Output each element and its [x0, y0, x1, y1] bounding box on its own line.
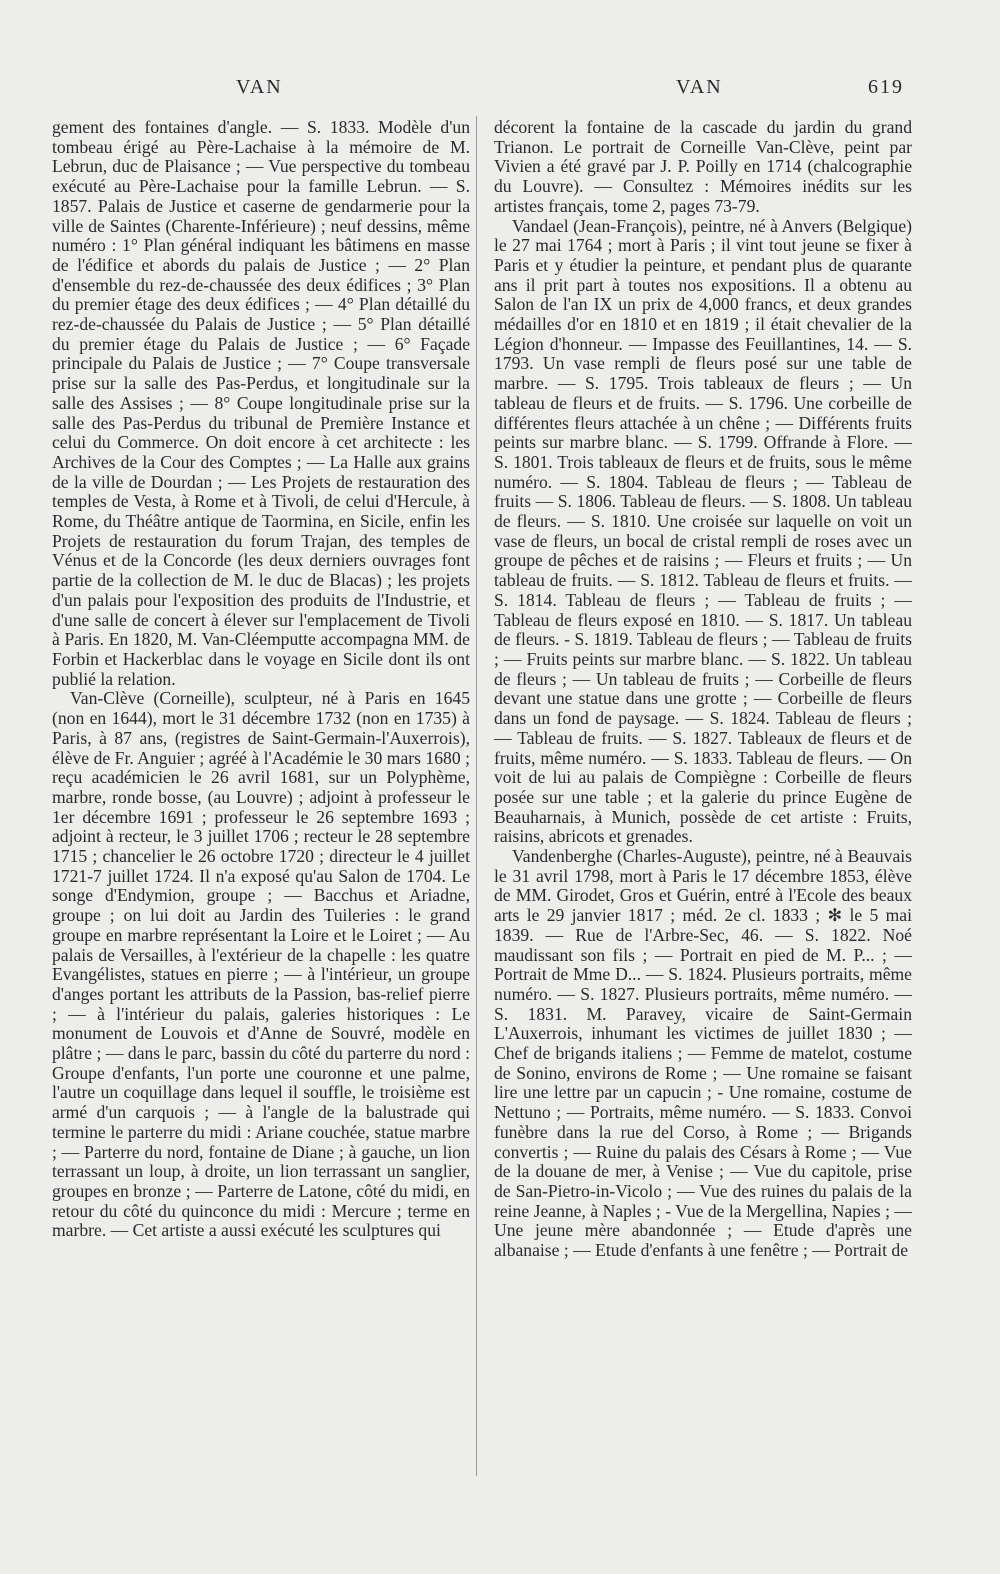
left-column: [52, 118, 470, 1241]
entry-van-cleemputte-continued: gement des fontaines d'angle. — S. 1833. Modèle d'un tombeau érigé au Père-Lachaise à la mémoire de M. Lebrun, duc de Plaisance ; — Vue perspective du tombeau exécuté au Père-Lachaise pour la famille Lebrun. — S. 1857. Palais de Justice et caserne de gendarmerie pour la ville de Saintes (Charente-Inférieure) ; neuf dessins, même numéro : 1° Plan général indiquant les bâtimens en masse de l'édifice et abords du palais de Justice ; — 2° Plan d'ensemble du rez-de-chaussée des deux édifices ; 3° Plan du premier étage des deux édifices ; — 4° Plan détaillé du rez-de-chaussée du Palais de Justice ; — 5° Plan détaillé du premier étage du Palais de Justice ; — 6° Façade principale du Palais de Justice ; — 7° Coupe transversale prise sur la salle des Pas-Perdus, et longitudinale sur la salle des Assises ; — 8° Coupe longitudinale prise sur la salle des Pas-Perdus du tribunal de Première Instance et celui du Commerce. On doit encore à cet architecte : les Archives de la Cour des Comptes ; — La Halle aux grains de la ville de Dourdan ; — Les Projets de restauration des temples de Vesta, à Rome et à Tivoli, de celui d'Hercule, à Rome, du Théâtre antique de Taormina, en Sicile, enfin les Projets de restauration du forum Trajan, des temples de Vénus et de la Concorde (les deux derniers ouvrages font partie de la collection de M. le duc de Blacas) ; les projets d'un palais pour l'exposition des produits de l'Industrie, et d'une salle de concert à élever sur l'emplacement de Tivoli à Paris. En 1820, M. Van-Cléemputte accompagna MM. de Forbin et Hackerblac dans le voyage en Sicile dont ils ont publié la relation.: [52, 117, 470, 689]
entry-van-cleve-continued: décorent la fontaine de la cascade du jardin du grand Trianon. Le portrait de Corneille Van-Clève, peint par Vivien a été gravé par J. P. Poilly en 1714 (chalcographie du Louvre). — Consultez : Mémoires inédits sur les artistes français, tome 2, pages 73-79.: [494, 117, 912, 216]
running-head-left: VAN: [236, 76, 283, 98]
entry-vandenberghe: Vandenberghe (Charles-Auguste), peintre, né à Beauvais le 31 avril 1798, mort à Paris le 17 décembre 1853, élève de MM. Girodet, Gros et Guérin, entré à l'Ecole des beaux arts le 29 janvier 1817 ; méd. 2e cl. 1833 ; ✻ le 5 mai 1839. — Rue de l'Arbre-Sec, 46. — S. 1822. Noé maudissant son fils ; — Portrait en pied de M. P... ; — Portrait de Mme D... — S. 1824. Plusieurs portraits, même numéro. — S. 1827. Plusieurs portraits, même numéro. — S. 1831. M. Paravey, vicaire de Saint-Germain L'Auxerrois, inhumant les victimes de juillet 1830 ; — Chef de brigands italiens ; — Femme de matelot, costume de Sonino, environs de Rome ; — Une romaine se faisant lire une lettre par un capucin ; - Une romaine, costume de Nettuno ; — Portraits, même numéro. — S. 1833. Convoi funèbre dans la rue del Corso, à Rome ; — Brigands convertis ; — Ruine du palais des Césars à Rome ; — Vue de la douane de mer, à Venise ; — Vue du capitole, prise de San-Pietro-in-Vicolo ; — Vue des ruines du palais de la reine Jeanne, à Naples ; - Vue de la Mergellina, Napies ; — Une jeune mère abandonnée ; — Etude d'après une albanaise ; — Etude d'enfants à une fenêtre ; — Portrait de: [494, 846, 912, 1261]
right-column: [494, 118, 912, 1261]
entry-vandael: Vandael (Jean-François), peintre, né à Anvers (Belgique) le 27 mai 1764 ; mort à Paris ; il vint tout jeune se fixer à Paris et y étudier la peinture, et pendant plus de quarante ans il prit part à toutes nos expositions. Il a obtenu au Salon de l'an IX un prix de 4,000 francs, et deux grandes médailles d'or en 1810 et en 1819 ; il était chevalier de la Légion d'honneur. — Impasse des Feuillantines, 14. — S. 1793. Un vase rempli de fleurs posé sur une table de marbre. — S. 1795. Trois tableaux de fleurs ; — Un tableau de fleurs et de fruits. — S. 1796. Une corbeille de différentes fleurs attachée à un chêne ; — Différents fruits peints sur marbre blanc. — S. 1799. Offrande à Flore. — S. 1801. Trois tableaux de fleurs et de fruits, sous le même numéro. — S. 1804. Tableau de fleurs ; — Tableau de fruits — S. 1806. Tableau de fleurs. — S. 1808. Un tableau de fleurs. — S. 1810. Une croisée sur laquelle on voit un vase de fleurs, un bocal de cristal rempli de roses avec un groupe de pêches et de raisins ; — Fleurs et fruits ; — Un tableau de fruits. — S. 1812. Tableau de fleurs et fruits. — S. 1814. Tableau de fleurs ; — Tableau de fruits ; — Tableau de fleurs exposé en 1810. — S. 1817. Un tableau de fleurs. - S. 1819. Tableau de fleurs ; — Tableau de fruits ; — Fruits peints sur marbre blanc. — S. 1822. Un tableau de fleurs ; — Un tableau de fruits ; — Corbeille de fleurs devant une statue dans une grotte ; — Corbeille de fleurs dans un fond de paysage. — S. 1824. Tableau de fleurs ; — Tableau de fruits. — S. 1827. Tableaux de fleurs et de fruits, même numéro. — S. 1833. Tableau de fleurs. — On voit de lui au palais de Compiègne : Corbeille de fleurs posée sur une table ; et la galerie du prince Eugène de Beauharnais, à Munich, possède de cet artiste : Fruits, raisins, abricots et grenades.: [494, 215, 912, 847]
entry-van-cleve: Van-Clève (Corneille), sculpteur, né à Paris en 1645 (non en 1644), mort le 31 décembre 1732 (non en 1735) à Paris, à 87 ans, (registres de Saint-Germain-l'Auxerrois), élève de Fr. Anguier ; agréé à l'Académie le 30 mars 1680 ; reçu académicien le 26 avril 1681, sur un Polyphème, marbre, ronde bosse, (au Louvre) ; adjoint à professeur le 1er décembre 1691 ; professeur le 26 septembre 1693 ; adjoint à recteur, le 3 juillet 1706 ; recteur le 28 septembre 1715 ; chancelier le 26 octobre 1720 ; directeur le 4 juillet 1721-7 juillet 1724. Il n'a exposé qu'au Salon de 1704. Le songe d'Endymion, groupe ; — Bacchus et Ariadne, groupe ; on lui doit au Jardin des Tuileries : le grand groupe en marbre représentant la Loire et le Loiret ; — Au palais de Versailles, à l'extérieur de la chapelle : les quatre Evangélistes, statues en pierre ; — à l'intérieur, un groupe d'anges portant les attributs de la Passion, bas-relief pierre ; — à l'intérieur du palais, galeries historiques : Le monument de Louvois et d'Anne de Souvré, modèle en plâtre ; — dans le parc, bassin du côté du parterre du nord : Groupe d'enfants, l'un porte une couronne et une palme, l'autre un coquillage dans lequel il souffle, le troisième est armé d'un carquois ; — à l'angle de la balustrade qui termine le parterre du midi : Ariane couchée, statue marbre ; — Parterre du nord, fontaine de Diane ; à gauche, un lion terrassant un loup, à droite, un lion terrassant un sanglier, groupes en bronze ; — Parterre de Latone, côté du midi, en retour du côté du quinconce du midi : Mercure ; terme en marbre. — Cet artiste a aussi exécuté les sculptures qui: [52, 688, 470, 1241]
running-head-right: VAN: [676, 76, 723, 98]
column-divider: [476, 116, 477, 1476]
page-number: 619: [868, 76, 904, 98]
